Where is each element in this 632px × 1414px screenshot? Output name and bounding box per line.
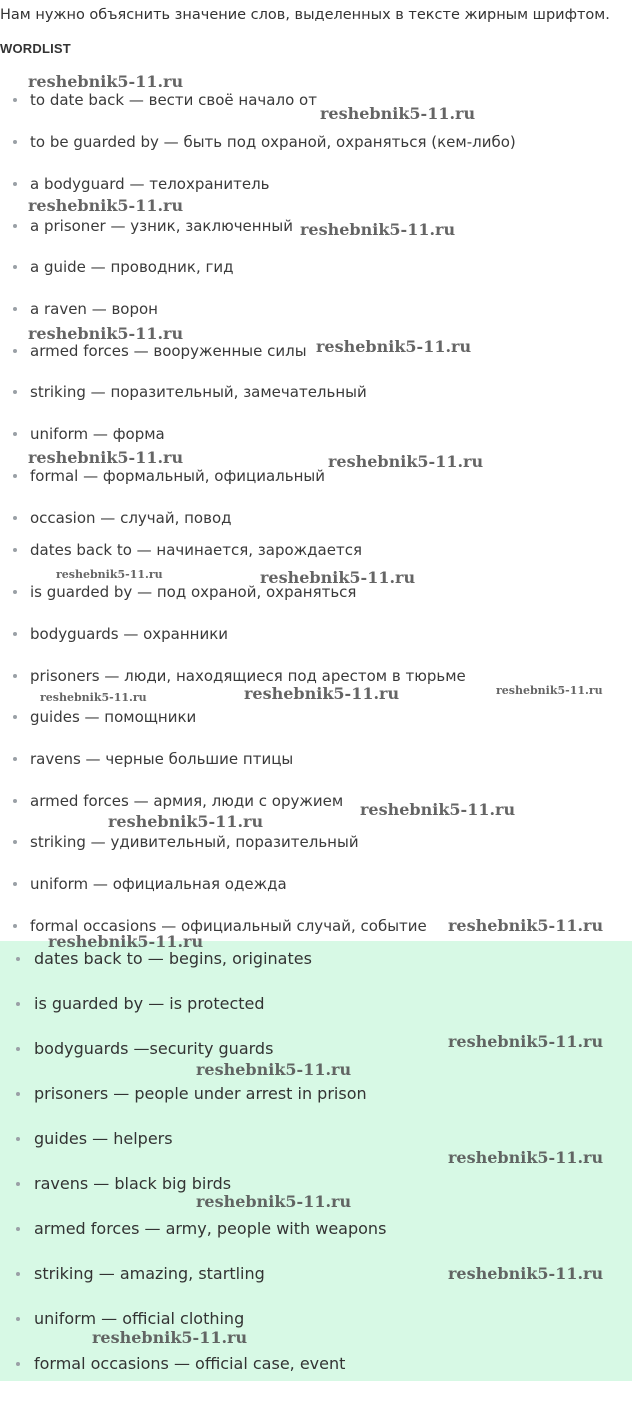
list-item [13, 792, 343, 810]
bullet-icon [13, 140, 17, 144]
watermark: reshebnik5-11.ru [360, 800, 516, 819]
list-item-text: armed forces — army, people with weapons [34, 1219, 387, 1238]
bullet-icon [16, 1362, 20, 1366]
list-item [16, 994, 265, 1013]
watermark: reshebnik5-11.ru [448, 1148, 604, 1167]
list-item-text: prisoners — люди, находящиеся под арестом в тюрьме [30, 667, 466, 685]
list-item [13, 833, 359, 851]
list-item-text: occasion — случай, повод [30, 509, 232, 527]
watermark: reshebnik5-11.ru [28, 72, 184, 91]
list-item [13, 708, 196, 726]
watermark: reshebnik5-11.ru [448, 1264, 604, 1283]
list-item [13, 425, 165, 443]
bullet-icon [13, 590, 17, 594]
list-item-text: dates back to — начинается, зарождается [30, 541, 362, 559]
list-item-text: a bodyguard — телохранитель [30, 175, 270, 193]
bullet-icon [16, 1182, 20, 1186]
bullet-icon [13, 799, 17, 803]
list-item-text: uniform — официальная одежда [30, 875, 287, 893]
bullet-icon [13, 390, 17, 394]
list-item-text: ravens — черные большие птицы [30, 750, 294, 768]
list-item [16, 1354, 345, 1373]
list-item-text: is guarded by — под охраной, охраняться [30, 583, 357, 601]
list-item-text: guides — helpers [34, 1129, 173, 1148]
list-item-text: prisoners — people under arrest in prison [34, 1084, 367, 1103]
watermark: reshebnik5-11.ru [196, 1060, 352, 1079]
list-item [16, 1309, 244, 1328]
list-item [13, 258, 234, 276]
bullet-icon [16, 1092, 20, 1096]
list-item-text: a prisoner — узник, заключенный [30, 217, 293, 235]
list-item [13, 300, 158, 318]
bullet-icon [13, 224, 17, 228]
list-item [16, 1039, 273, 1058]
watermark: reshebnik5-11.ru [56, 568, 163, 581]
bullet-icon [16, 1317, 20, 1321]
list-item [16, 949, 312, 968]
bullet-icon [16, 1002, 20, 1006]
watermark: reshebnik5-11.ru [28, 448, 184, 467]
list-item [13, 875, 287, 893]
intro-text: Нам нужно объяснить значение слов, выделенных в тексте жирным шрифтом. [0, 7, 610, 23]
bullet-icon [13, 182, 17, 186]
watermark: reshebnik5-11.ru [108, 812, 264, 831]
bullet-icon [13, 548, 17, 552]
watermark: reshebnik5-11.ru [316, 337, 472, 356]
watermark: reshebnik5-11.ru [28, 324, 184, 343]
watermark: reshebnik5-11.ru [260, 568, 416, 587]
watermark: reshebnik5-11.ru [40, 691, 147, 704]
list-item [13, 667, 466, 685]
bullet-icon [13, 349, 17, 353]
bullet-icon [13, 265, 17, 269]
watermark: reshebnik5-11.ru [448, 1032, 604, 1051]
list-item-text: striking — amazing, startling [34, 1264, 265, 1283]
list-item [13, 467, 325, 485]
list-item [16, 1219, 386, 1238]
list-item [13, 509, 232, 527]
watermark: reshebnik5-11.ru [448, 916, 604, 935]
list-item [13, 175, 270, 193]
watermark: reshebnik5-11.ru [244, 684, 400, 703]
list-item-text: armed forces — вооруженные силы [30, 342, 307, 360]
list-item [13, 625, 228, 643]
list-item [16, 1174, 231, 1193]
bullet-icon [13, 516, 17, 520]
bullet-icon [13, 432, 17, 436]
list-item [16, 1084, 367, 1103]
list-item [13, 383, 367, 401]
bullet-icon [13, 882, 17, 886]
list-item-text: formal — формальный, официальный [30, 467, 325, 485]
list-item-text: a raven — ворон [30, 300, 158, 318]
bullet-icon [13, 924, 17, 928]
list-item-text: uniform — форма [30, 425, 165, 443]
list-item-text: striking — поразительный, замечательный [30, 383, 367, 401]
list-item-text: guides — помощники [30, 708, 197, 726]
watermark: reshebnik5-11.ru [328, 452, 484, 471]
list-item [13, 541, 362, 559]
list-item-text: dates back to — begins, originates [34, 949, 312, 968]
list-item-text: to date back — вести своё начало от [30, 91, 317, 109]
list-item [16, 1129, 173, 1148]
list-item-text: bodyguards — охранники [30, 625, 229, 643]
list-item [13, 750, 293, 768]
bullet-icon [16, 1137, 20, 1141]
list-item-text: to be guarded by — быть под охраной, охраняться (кем-либо) [30, 133, 516, 151]
bullet-icon [13, 474, 17, 478]
bullet-icon [13, 840, 17, 844]
bullet-icon [13, 632, 17, 636]
bullet-icon [16, 1047, 20, 1051]
list-item [13, 342, 307, 360]
list-item [13, 217, 293, 235]
list-item-text: ravens — black big birds [34, 1174, 232, 1193]
list-item-text: formal occasions — официальный случай, событие [30, 917, 427, 935]
watermark: reshebnik5-11.ru [320, 104, 476, 123]
watermark: reshebnik5-11.ru [92, 1328, 248, 1347]
list-item-text: a guide — проводник, гид [30, 258, 234, 276]
bullet-icon [13, 307, 17, 311]
watermark: reshebnik5-11.ru [496, 684, 603, 697]
bullet-icon [13, 98, 17, 102]
list-item-text: is guarded by — is protected [34, 994, 265, 1013]
list-item [13, 91, 317, 109]
watermark: reshebnik5-11.ru [300, 220, 456, 239]
watermark: reshebnik5-11.ru [48, 932, 204, 951]
bullet-icon [13, 715, 17, 719]
list-item-text: formal occasions — official case, event [34, 1354, 346, 1373]
list-item-text: uniform — official clothing [34, 1309, 245, 1328]
bullet-icon [16, 1272, 20, 1276]
bullet-icon [16, 957, 20, 961]
wordlist-heading: WORDLIST [0, 41, 71, 56]
bullet-icon [13, 674, 17, 678]
bullet-icon [16, 1227, 20, 1231]
list-item [16, 1264, 265, 1283]
watermark: reshebnik5-11.ru [28, 196, 184, 215]
watermark: reshebnik5-11.ru [196, 1192, 352, 1211]
list-item-text: striking — удивительный, поразительный [30, 833, 359, 851]
list-item-text: bodyguards —security guards [34, 1039, 274, 1058]
list-item [13, 133, 516, 151]
bullet-icon [13, 757, 17, 761]
list-item-text: armed forces — армия, люди с оружием [30, 792, 344, 810]
